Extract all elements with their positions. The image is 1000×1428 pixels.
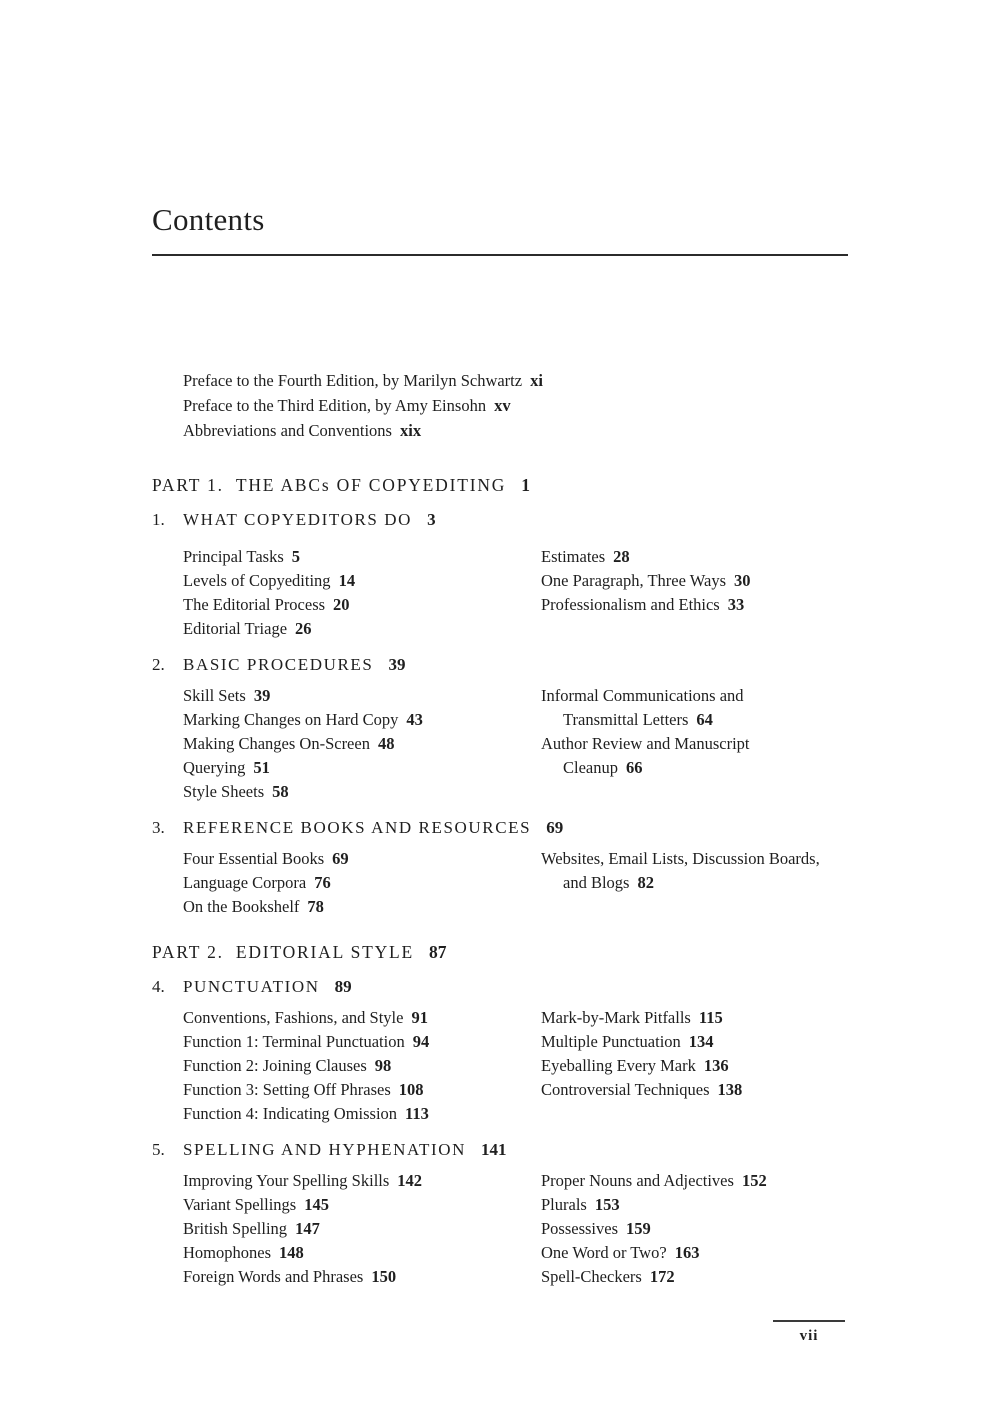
entry-page-number: 172 <box>649 1267 675 1286</box>
toc-entry <box>183 684 541 708</box>
entry-label: Querying <box>183 758 246 777</box>
chapter-number: 4. <box>152 977 165 996</box>
entry-page-number: xv <box>494 396 511 415</box>
chapter-number: 2. <box>152 655 165 674</box>
entry-label: Function 3: Setting Off Phrases <box>183 1080 391 1099</box>
entry-label: Function 2: Joining Clauses <box>183 1056 367 1075</box>
toc-entry <box>183 708 541 732</box>
toc-entry <box>541 1030 848 1054</box>
entry-label: Controversial Techniques <box>541 1080 710 1099</box>
part-title: EDITORIAL STYLE <box>235 942 415 962</box>
toc-entry <box>183 569 541 593</box>
part-title: THE ABCs OF COPYEDITING <box>235 475 507 495</box>
entries-right-column <box>541 545 848 641</box>
toc-entry <box>183 368 848 393</box>
title-rule <box>152 254 848 256</box>
entry-label: Improving Your Spelling Skills <box>183 1171 390 1190</box>
entry-page-number: 153 <box>594 1195 620 1214</box>
toc-entry <box>183 1054 541 1078</box>
entry-label: Preface to the Fourth Edition, by Marilyn Schwartz <box>183 371 523 390</box>
entry-label: Multiple Punctuation <box>541 1032 681 1051</box>
toc-entry <box>183 1102 541 1126</box>
chapter-page-number: 69 <box>546 818 564 837</box>
entry-label: Proper Nouns and Adjectives <box>541 1171 734 1190</box>
toc-entry <box>541 1265 848 1289</box>
entry-label: Plurals <box>541 1195 587 1214</box>
part-heading <box>152 941 848 963</box>
entry-page-number: 5 <box>291 547 300 566</box>
entry-page-number: 20 <box>333 595 350 614</box>
entry-label: Eyeballing Every Mark <box>541 1056 696 1075</box>
chapter-entries <box>152 545 848 641</box>
entry-page-number: 159 <box>626 1219 651 1238</box>
entry-page-number: 78 <box>307 897 324 916</box>
entry-page-number: xix <box>399 421 422 440</box>
chapter-title: REFERENCE BOOKS AND RESOURCES <box>183 818 532 837</box>
entry-label: and Blogs <box>563 873 630 892</box>
toc-entry <box>541 1078 848 1102</box>
chapter-number: 1. <box>152 510 165 529</box>
toc-entry <box>541 1169 848 1193</box>
toc-entry <box>183 871 541 895</box>
entry-page-number: 64 <box>696 710 713 729</box>
entry-label-line2 <box>541 756 848 780</box>
toc-entry <box>183 1241 541 1265</box>
chapter-heading <box>152 509 848 531</box>
chapter-number: 3. <box>152 818 165 837</box>
chapter-entries <box>152 684 848 804</box>
entry-label: Levels of Copyediting <box>183 571 331 590</box>
entry-label-line1: Informal Communications and <box>541 686 744 705</box>
entry-page-number: 142 <box>397 1171 423 1190</box>
entries-left-column <box>183 1006 541 1126</box>
entry-label: Cleanup <box>563 758 618 777</box>
toc-entry <box>183 418 848 443</box>
chapter-page-number: 39 <box>388 655 406 674</box>
entries-left-column <box>183 545 541 641</box>
toc-entry <box>541 593 848 617</box>
entry-label: Spell-Checkers <box>541 1267 642 1286</box>
chapter-entries <box>152 1006 848 1126</box>
toc-entry-wrapped <box>541 847 848 895</box>
page-folio: vii <box>799 1328 819 1344</box>
chapter-number: 5. <box>152 1140 165 1159</box>
toc-entry <box>183 847 541 871</box>
chapter-section <box>152 1139 848 1289</box>
entry-label: Four Essential Books <box>183 849 325 868</box>
chapter-title: BASIC PROCEDURES <box>183 655 374 674</box>
toc-entry <box>541 1241 848 1265</box>
toc-entry <box>183 1006 541 1030</box>
entry-label: Skill Sets <box>183 686 246 705</box>
entry-page-number: 26 <box>295 619 312 638</box>
chapter-entries <box>152 847 848 919</box>
entry-label-line2 <box>541 708 848 732</box>
front-matter-list <box>152 368 848 443</box>
entry-label: Function 4: Indicating Omission <box>183 1104 398 1123</box>
part-page-number: 87 <box>429 942 447 962</box>
chapter-page-number: 141 <box>481 1140 507 1159</box>
entry-page-number: 39 <box>253 686 271 705</box>
page-content <box>152 0 848 1289</box>
entry-page-number: 108 <box>398 1080 424 1099</box>
part-number: PART 1. <box>152 475 224 495</box>
entry-label-line2 <box>541 871 848 895</box>
entry-page-number: 145 <box>304 1195 329 1214</box>
entry-label: One Paragraph, Three Ways <box>541 571 726 590</box>
toc-entry <box>183 1217 541 1241</box>
chapter-entries <box>152 1169 848 1289</box>
entry-label: Abbreviations and Conventions <box>183 421 392 440</box>
entry-label: Style Sheets <box>183 782 265 801</box>
entry-page-number: 69 <box>332 849 349 868</box>
entry-label: On the Bookshelf <box>183 897 300 916</box>
entry-label: Mark-by-Mark Pitfalls <box>541 1008 691 1027</box>
entry-page-number: 98 <box>374 1056 392 1075</box>
entry-label: Principal Tasks <box>183 547 284 566</box>
entry-page-number: 147 <box>295 1219 320 1238</box>
chapter-title: PUNCTUATION <box>183 977 320 996</box>
toc-entry <box>541 569 848 593</box>
entry-label-line1: Author Review and Manuscript <box>541 734 750 753</box>
page-title: Contents <box>152 202 265 237</box>
entry-page-number: 43 <box>406 710 423 729</box>
entry-page-number: xi <box>530 371 543 390</box>
entry-page-number: 48 <box>377 734 395 753</box>
entry-label: Estimates <box>541 547 606 566</box>
chapter-section <box>152 509 848 641</box>
entry-label: Making Changes On-Screen <box>183 734 370 753</box>
toc-entry <box>183 780 541 804</box>
entry-page-number: 150 <box>371 1267 397 1286</box>
entry-page-number: 91 <box>411 1008 428 1027</box>
chapter-section <box>152 976 848 1126</box>
entry-page-number: 33 <box>727 595 745 614</box>
entry-label: Possessives <box>541 1219 619 1238</box>
entry-label: Editorial Triage <box>183 619 288 638</box>
entry-label: The Editorial Process <box>183 595 326 614</box>
entry-label: One Word or Two? <box>541 1243 667 1262</box>
entry-page-number: 134 <box>688 1032 714 1051</box>
entry-page-number: 58 <box>272 782 289 801</box>
toc-entry <box>183 1078 541 1102</box>
toc-entry <box>541 545 848 569</box>
entry-page-number: 51 <box>253 758 270 777</box>
entry-page-number: 163 <box>674 1243 700 1262</box>
entries-left-column <box>183 1169 541 1289</box>
toc-entry <box>183 1169 541 1193</box>
entry-page-number: 115 <box>698 1008 723 1027</box>
chapter-section <box>152 654 848 804</box>
entry-page-number: 66 <box>626 758 643 777</box>
entry-page-number: 28 <box>613 547 630 566</box>
toc-entry-wrapped <box>541 684 848 732</box>
entry-label: Preface to the Third Edition, by Amy Einsohn <box>183 396 487 415</box>
entries-right-column <box>541 1169 848 1289</box>
entry-page-number: 94 <box>412 1032 430 1051</box>
chapter-section <box>152 817 848 919</box>
chapter-heading <box>152 817 848 839</box>
entry-label: Transmittal Letters <box>563 710 689 729</box>
entry-label: Homophones <box>183 1243 271 1262</box>
entry-page-number: 82 <box>637 873 654 892</box>
toc-entry <box>183 593 541 617</box>
entry-label: Professionalism and Ethics <box>541 595 720 614</box>
entries-right-column <box>541 1006 848 1126</box>
toc-entry <box>183 1193 541 1217</box>
toc-entry <box>183 895 541 919</box>
chapter-title: WHAT COPYEDITORS DO <box>183 510 413 529</box>
entry-page-number: 30 <box>734 571 751 590</box>
entry-label: Function 1: Terminal Punctuation <box>183 1032 405 1051</box>
toc-entry <box>541 1006 848 1030</box>
entry-page-number: 113 <box>405 1104 429 1123</box>
entries-right-column <box>541 847 848 919</box>
entry-label: British Spelling <box>183 1219 288 1238</box>
entry-label: Variant Spellings <box>183 1195 297 1214</box>
part-number: PART 2. <box>152 942 224 962</box>
part-heading <box>152 474 848 496</box>
chapter-page-number: 3 <box>427 510 436 529</box>
entry-label: Language Corpora <box>183 873 307 892</box>
entry-page-number: 138 <box>717 1080 743 1099</box>
toc-entry <box>541 1193 848 1217</box>
entry-page-number: 136 <box>703 1056 729 1075</box>
chapter-title: SPELLING AND HYPHENATION <box>183 1140 467 1159</box>
toc-entry <box>183 732 541 756</box>
toc-entry <box>183 1030 541 1054</box>
entry-label: Conventions, Fashions, and Style <box>183 1008 404 1027</box>
toc-entry <box>541 1217 848 1241</box>
entry-page-number: 152 <box>741 1171 767 1190</box>
entry-label: Foreign Words and Phrases <box>183 1267 364 1286</box>
toc-entry <box>183 545 541 569</box>
chapter-heading <box>152 976 848 998</box>
entry-page-number: 14 <box>338 571 356 590</box>
entries-left-column <box>183 847 541 919</box>
entry-label: Marking Changes on Hard Copy <box>183 710 399 729</box>
entry-label-line1: Websites, Email Lists, Discussion Boards, <box>541 849 820 868</box>
entry-page-number: 148 <box>279 1243 304 1262</box>
entry-page-number: 76 <box>314 873 331 892</box>
toc-entry <box>183 756 541 780</box>
entries-left-column <box>183 684 541 804</box>
chapter-heading <box>152 1139 848 1161</box>
chapter-page-number: 89 <box>334 977 352 996</box>
entries-right-column <box>541 684 848 804</box>
toc-entry <box>183 393 848 418</box>
part-page-number: 1 <box>521 475 530 495</box>
folio-rule <box>773 1320 845 1322</box>
chapter-heading <box>152 654 848 676</box>
toc-entry-wrapped <box>541 732 848 780</box>
toc-entry <box>183 617 541 641</box>
toc-entry <box>183 1265 541 1289</box>
toc-entry <box>541 1054 848 1078</box>
